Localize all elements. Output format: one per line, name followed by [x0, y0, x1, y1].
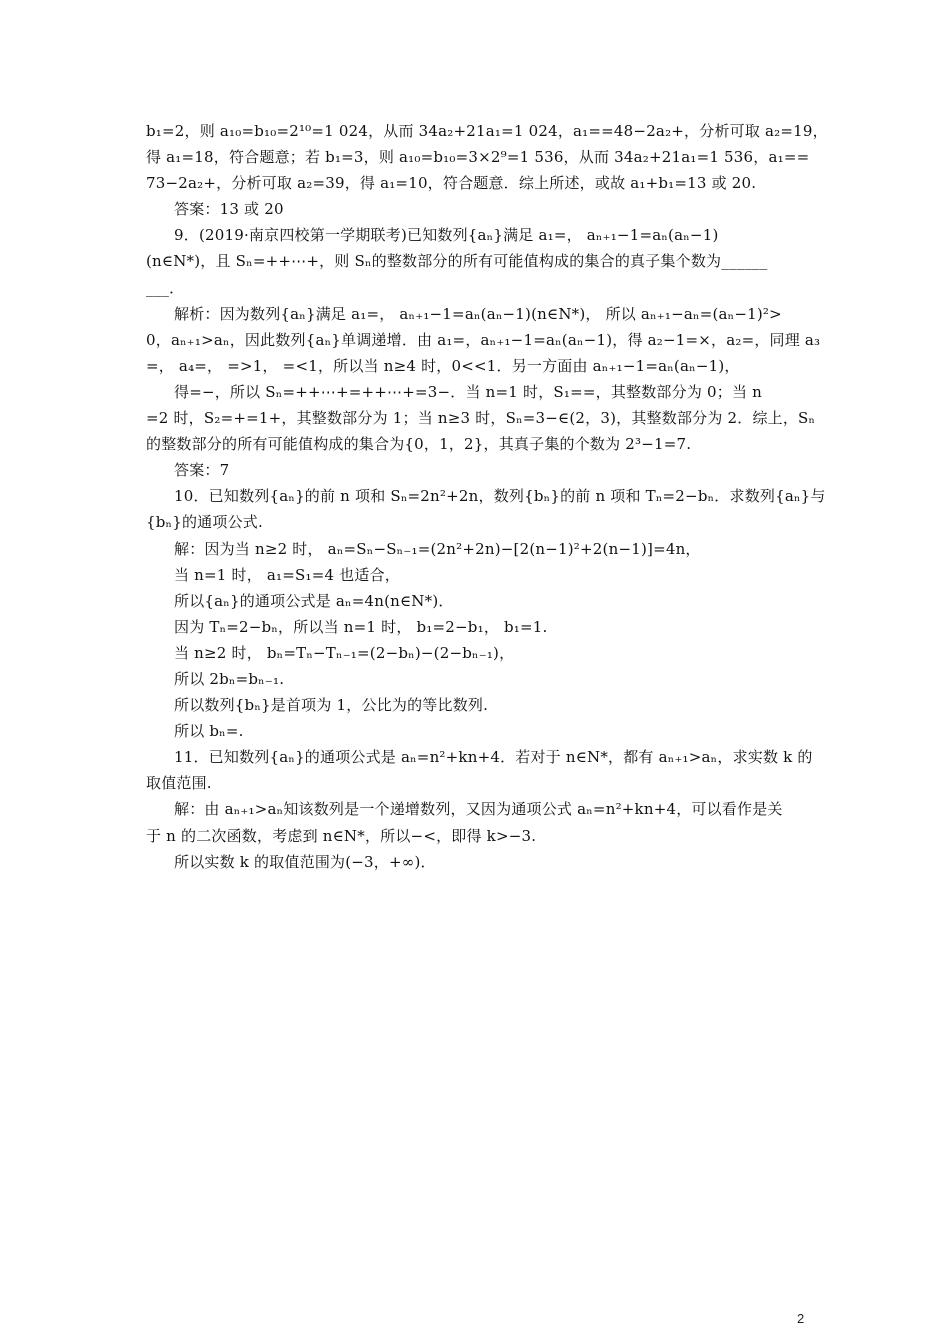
- text-line: {bₙ}的通项公式.: [146, 513, 263, 532]
- text-line: =， a₄=， =>1， =<1，所以当 n≥4 时，0<<1．另一方面由 aₙ₊₁−1=aₙ(aₙ−1)，: [146, 356, 740, 375]
- text-line: 解析：因为数列{aₙ}满足 a₁=， aₙ₊₁−1=aₙ(aₙ−1)(n∈N*)， 所以 aₙ₊₁−aₙ=(aₙ−1)²>: [174, 304, 782, 323]
- text-line: 得 a₁=18，符合题意；若 b₁=3，则 a₁₀=b₁₀=3×2⁹=1 536，从而 34a₂+21a₁=1 536，a₁==: [146, 148, 810, 167]
- text-line: 得=−，所以 Sₙ=++⋯+=++⋯+=3−．当 n=1 时，S₁==，其整数部分为 0；当 n: [174, 382, 762, 401]
- text-line: 11．已知数列{aₙ}的通项公式是 aₙ=n²+kn+4．若对于 n∈N*，都有 aₙ₊₁>aₙ，求实数 k 的: [174, 748, 813, 767]
- page-number: 2: [797, 1311, 805, 1326]
- text-line: 因为 Tₙ=2−bₙ，所以当 n=1 时， b₁=2−b₁， b₁=1.: [174, 617, 548, 636]
- page-body-text: [146, 118, 828, 875]
- text-line: 的整数部分的所有可能值构成的集合为{0，1，2}，其真子集的个数为 2³−1=7.: [146, 435, 692, 454]
- text-line: 所以{aₙ}的通项公式是 aₙ=4n(n∈N*)．: [174, 591, 454, 610]
- text-line: 所以数列{bₙ}是首项为 1，公比为的等比数列.: [174, 696, 489, 715]
- text-line: 0，aₙ₊₁>aₙ，因此数列{aₙ}单调递增．由 a₁=，aₙ₊₁−1=aₙ(aₙ−1)，得 a₂−1=×，a₂=，同理 a₃: [146, 330, 821, 349]
- text-line: 解：因为当 n≥2 时， aₙ=Sₙ−Sₙ₋₁=(2n²+2n)−[2(n−1)²+2(n−1)]=4n，: [174, 539, 701, 558]
- text-line: 9．(2019·南京四校第一学期联考)已知数列{aₙ}满足 a₁=， aₙ₊₁−1=aₙ(aₙ−1): [174, 226, 719, 245]
- text-line: ___．: [146, 278, 185, 297]
- text-line: 解：由 aₙ₊₁>aₙ知该数列是一个递增数列，又因为通项公式 aₙ=n²+kn+4，可以看作是关: [174, 800, 783, 819]
- text-line: 取值范围.: [146, 774, 212, 793]
- text-line: 73−2a₂+，分析可取 a₂=39，得 a₁=10，符合题意．综上所述，或故 a₁+b₁=13 或 20.: [146, 174, 757, 193]
- text-line: 当 n≥2 时， bₙ=Tₙ−Tₙ₋₁=(2−bₙ)−(2−bₙ₋₁)，: [174, 643, 515, 662]
- text-line: (n∈N*)，且 Sₙ=++⋯+，则 Sₙ的整数部分的所有可能值构成的集合的真子集个数为______: [146, 252, 768, 271]
- text-line: 答案：13 或 20: [174, 200, 284, 219]
- text-line: b₁=2，则 a₁₀=b₁₀=2¹⁰=1 024，从而 34a₂+21a₁=1 024，a₁==48−2a₂+，分析可取 a₂=19，: [146, 122, 828, 140]
- text-line: 所以 bₙ=.: [174, 722, 244, 741]
- text-line: =2 时，S₂=+=1+，其整数部分为 1；当 n≥3 时，Sₙ=3−∈(2，3)，其整数部分为 2．综上，Sₙ: [146, 409, 816, 428]
- text-line: 于 n 的二次函数，考虑到 n∈N*，所以−<，即得 k>−3.: [146, 826, 537, 845]
- text-line: 所以实数 k 的取值范围为(−3，+∞)．: [174, 852, 436, 871]
- text-line: 所以 2bₙ=bₙ₋₁.: [174, 669, 285, 688]
- text-line: 10．已知数列{aₙ}的前 n 项和 Sₙ=2n²+2n，数列{bₙ}的前 n 项和 Tₙ=2−bₙ．求数列{aₙ}与: [174, 487, 826, 506]
- text-line: 答案：7: [174, 461, 230, 480]
- text-line: 当 n=1 时， a₁=S₁=4 也适合，: [174, 565, 400, 584]
